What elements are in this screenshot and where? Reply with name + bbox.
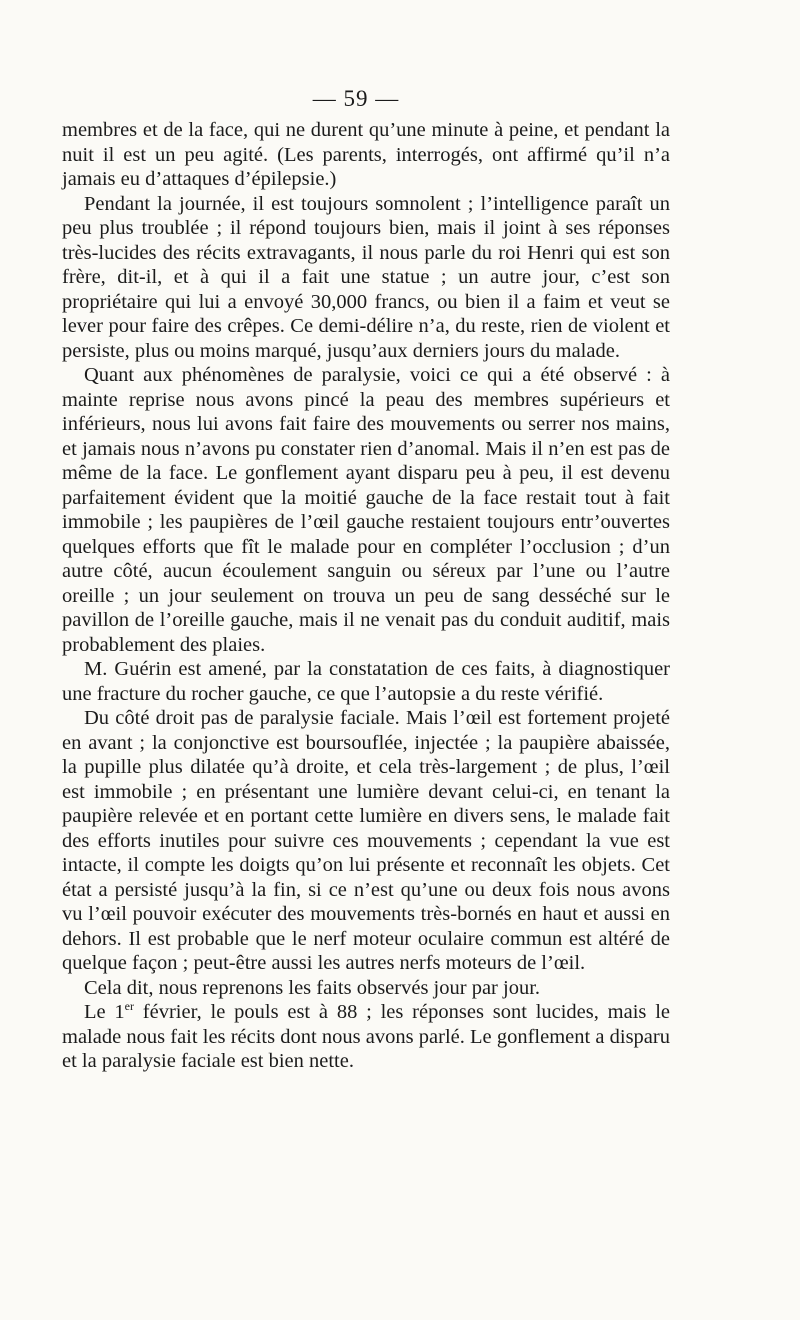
paragraph-7-start: Le 1	[84, 1001, 125, 1023]
paragraph-6: Cela dit, nous reprenons les faits observés jour par jour.	[84, 976, 541, 999]
paragraph-2: Pendant la journée, il est toujours somnolent ; l’intelligence paraît un peu plus troublée ; il répond toujours bien, mais il joint à ses réponses très-lucides des récits extravagants, il nous parle du roi Henri qui est son frère, dit-il, et à qui il a fait une statue ; un autre jour, c’est son propriétaire qui lui a envoyé 30,000 francs, ou bien il a faim et veut se lever pour faire des crêpes. Ce demi-délire n’a, du reste, rien de violent et persiste, plus ou moins marqué, jusqu’aux derniers jours du malade.	[62, 192, 670, 362]
ordinal-superscript: er	[124, 999, 134, 1014]
page-number: — 59 —	[312, 86, 400, 111]
paragraph-4: M. Guérin est amené, par la constatation de ces faits, à diagnostiquer une fracture du rocher gauche, ce que l’autopsie a du reste vérifié.	[62, 658, 670, 705]
paragraph-7-rest: février, le pouls est à 88 ; les réponses sont lucides, mais le malade nous fait les récits dont nous avons parlé. Le gonflement a disparu et la paralysie faciale est bien nette.	[62, 1001, 670, 1072]
paragraph-5: Du côté droit pas de paralysie faciale. Mais l’œil est fortement projeté en avant ; la conjonctive est boursouflée, injectée ; la paupière abaissée, la pupille plus dilatée qu’à droite, et cela très-largement ; de plus, l’œil est immobile ; en présentant une lumière devant celui-ci, en tenant la paupière relevée et en portant cette lumière en divers sens, le malade fait des efforts inutiles pour suivre ces mouvements ; cependant la vue est intacte, il compte les doigts qu’on lui présente et reconnaît les objets. Cet état a persisté jusqu’à la fin, si ce n’est qu’une ou deux fois nous avons vu l’œil pouvoir exécuter des mouvements très-bornés en haut et aussi en dehors. Il est probable que le nerf moteur oculaire commun est altéré de quelque façon ; peut-être aussi les autres nerfs moteurs de l’œil.	[62, 707, 670, 974]
body-text	[62, 118, 670, 1074]
paragraph-3: Quant aux phénomènes de paralysie, voici ce qui a été observé : à mainte reprise nous avons pincé la peau des membres supérieurs et inférieurs, nous lui avons fait faire des mouvements ou serrer nos mains, et jamais nous n’avons pu constater rien d’anomal. Mais il n’en est pas de même de la face. Le gonflement ayant disparu peu à peu, il est devenu parfaitement évident que la moitié gauche de la face restait tout à fait immobile ; les paupières de l’œil gauche restaient toujours entr’ouvertes quelques efforts que fît le malade pour en compléter l’occlusion ; d’un autre côté, aucun écoulement sanguin ou séreux par l’une ou l’autre oreille ; un jour seulement on trouva un peu de sang desséché sur le pavillon de l’oreille gauche, mais il ne venait pas du conduit auditif, mais probablement des plaies.	[62, 364, 670, 656]
paragraph-7	[62, 1000, 670, 1074]
paragraph-1: membres et de la face, qui ne durent qu’une minute à peine, et pendant la nuit il est un peu agité. (Les parents, interrogés, ont affirmé qu’il n’a jamais eu d’attaques d’épilepsie.)	[62, 119, 670, 190]
